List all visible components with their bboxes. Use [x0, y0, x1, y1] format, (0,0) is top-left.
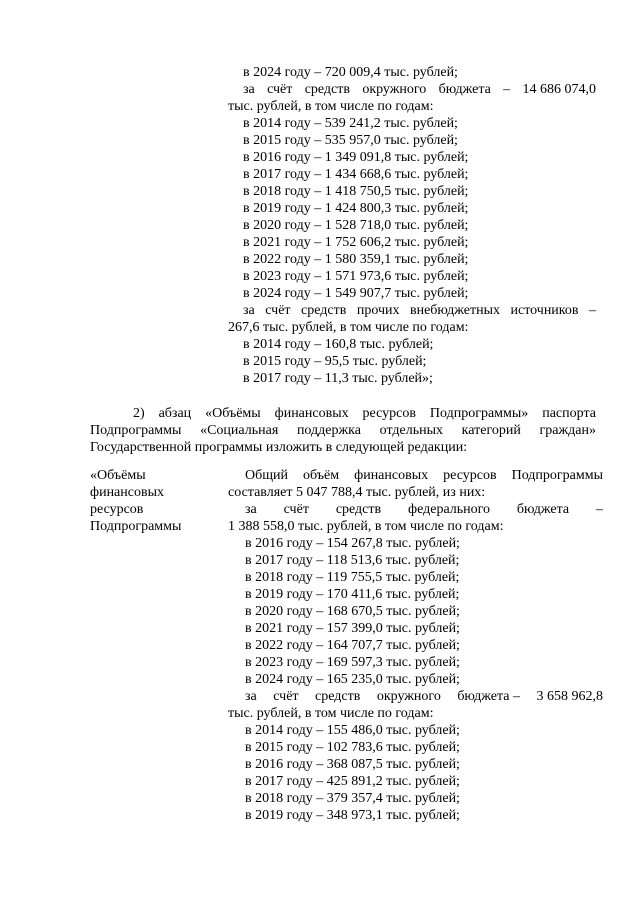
- word: финансовых: [354, 468, 429, 483]
- text-line: в 2019 году – 170 411,6 тыс. рублей;: [245, 587, 460, 602]
- word: бюджета: [438, 82, 491, 97]
- word: средств: [315, 689, 361, 704]
- text-line: в 2022 году – 164 707,7 тыс. рублей;: [245, 638, 460, 653]
- word: прочих: [356, 303, 400, 318]
- text-line: в 2019 году – 348 973,1 тыс. рублей;: [245, 808, 460, 823]
- text-line: в 2020 году – 168 670,5 тыс. рублей;: [245, 604, 460, 619]
- text-line: в 2019 году – 1 424 800,3 тыс. рублей;: [243, 201, 469, 216]
- text-line: в 2017 году – 118 513,6 тыс. рублей;: [245, 553, 460, 568]
- word: поддержка: [296, 423, 361, 438]
- word: средств: [301, 303, 347, 318]
- justified-line: [245, 688, 603, 705]
- word: ресурсов: [443, 468, 497, 483]
- word: отдельных: [379, 423, 443, 438]
- word: внебюджетных: [409, 303, 501, 318]
- text-line: в 2017 году – 1 434 668,6 тыс. рублей;: [243, 167, 469, 182]
- text-line: в 2014 году – 539 241,2 тыс. рублей;: [243, 116, 458, 131]
- justified-line: [90, 422, 596, 439]
- word: окружного: [362, 82, 427, 97]
- word: бюджета: [516, 502, 570, 517]
- justified-line: [245, 467, 603, 484]
- text-line: в 2024 году – 1 549 907,7 тыс. рублей;: [243, 286, 469, 301]
- text-line: в 2016 году – 1 349 091,8 тыс. рублей;: [243, 150, 469, 165]
- word: паспорта: [542, 406, 596, 421]
- word: –: [595, 502, 603, 517]
- text-line: Государственной программы изложить в следующей редакции:: [90, 440, 468, 455]
- text-line: в 2018 году – 1 418 750,5 тыс. рублей;: [243, 184, 469, 199]
- word: ресурсов: [362, 406, 416, 421]
- table-label: ресурсов: [90, 502, 144, 517]
- word: объём: [303, 468, 340, 483]
- text-line: составляет 5 047 788,4 тыс. рублей, из них:: [228, 485, 486, 500]
- word: окружного: [376, 689, 441, 704]
- text-line: 1 388 558,0 тыс. рублей, в том числе по годам:: [228, 519, 504, 534]
- text-line: в 2014 году – 155 486,0 тыс. рублей;: [245, 723, 460, 738]
- word: за: [243, 82, 255, 97]
- word: средств: [335, 502, 382, 517]
- text-line: в 2024 году – 165 235,0 тыс. рублей;: [245, 672, 460, 687]
- word: «Объёмы: [205, 406, 261, 421]
- word: категорий: [461, 423, 521, 438]
- text-line: в 2016 году – 154 267,8 тыс. рублей;: [245, 536, 460, 551]
- word: 2): [133, 406, 145, 421]
- word: средств: [304, 82, 350, 97]
- word: финансовых: [274, 406, 349, 421]
- word: 3 658 962,8: [536, 689, 603, 704]
- table-label: Подпрограммы: [90, 519, 182, 534]
- text-line: в 2017 году – 11,3 тыс. рублей»;: [243, 371, 433, 386]
- text-line: в 2021 году – 1 752 606,2 тыс. рублей;: [243, 235, 469, 250]
- text-line: в 2023 году – 1 571 973,6 тыс. рублей;: [243, 269, 469, 284]
- word: за: [245, 502, 257, 517]
- word: 14 686 074,0: [522, 82, 596, 97]
- word: источников: [510, 303, 579, 318]
- text-line: в 2016 году – 368 087,5 тыс. рублей;: [245, 757, 460, 772]
- text-line: в 2015 году – 95,5 тыс. рублей;: [243, 354, 427, 369]
- word: –: [589, 303, 596, 318]
- word: Общий: [245, 468, 288, 483]
- text-line: в 2022 году – 1 580 359,1 тыс. рублей;: [243, 252, 469, 267]
- justified-line: [245, 501, 603, 518]
- word: счёт: [267, 82, 293, 97]
- word: Подпрограммы: [90, 423, 182, 438]
- table-label: «Объёмы: [90, 468, 146, 483]
- word: федерального: [408, 502, 491, 517]
- word: граждан»: [539, 423, 596, 438]
- table-label: финансовых: [90, 485, 164, 500]
- text-line: 267,6 тыс. рублей, в том числе по годам:: [228, 320, 469, 335]
- word: бюджета –: [457, 689, 521, 704]
- word: счёт: [273, 689, 299, 704]
- text-line: тыс. рублей, в том числе по годам:: [228, 706, 434, 721]
- word: счёт: [265, 303, 291, 318]
- word: –: [503, 82, 511, 97]
- justified-line: [133, 405, 596, 422]
- text-line: в 2023 году – 169 597,3 тыс. рублей;: [245, 655, 460, 670]
- word: Подпрограммы: [511, 468, 603, 483]
- justified-line: [243, 302, 596, 319]
- word: за: [243, 303, 255, 318]
- text-line: в 2017 году – 425 891,2 тыс. рублей;: [245, 774, 460, 789]
- justified-line: [243, 81, 596, 98]
- word: абзац: [158, 406, 192, 421]
- text-line: в 2024 году – 720 009,4 тыс. рублей;: [243, 65, 458, 80]
- text-line: в 2014 году – 160,8 тыс. рублей;: [243, 337, 434, 352]
- text-line: в 2015 году – 102 783,6 тыс. рублей;: [245, 740, 460, 755]
- text-line: в 2015 году – 535 957,0 тыс. рублей;: [243, 133, 458, 148]
- text-line: тыс. рублей, в том числе по годам:: [228, 99, 434, 114]
- word: «Социальная: [200, 423, 279, 438]
- word: счёт: [283, 502, 309, 517]
- word: Подпрограммы»: [429, 406, 529, 421]
- word: за: [245, 689, 257, 704]
- text-line: в 2020 году – 1 528 718,0 тыс. рублей;: [243, 218, 469, 233]
- text-line: в 2018 году – 119 755,5 тыс. рублей;: [245, 570, 460, 585]
- text-line: в 2021 году – 157 399,0 тыс. рублей;: [245, 621, 460, 636]
- text-line: в 2018 году – 379 357,4 тыс. рублей;: [245, 791, 460, 806]
